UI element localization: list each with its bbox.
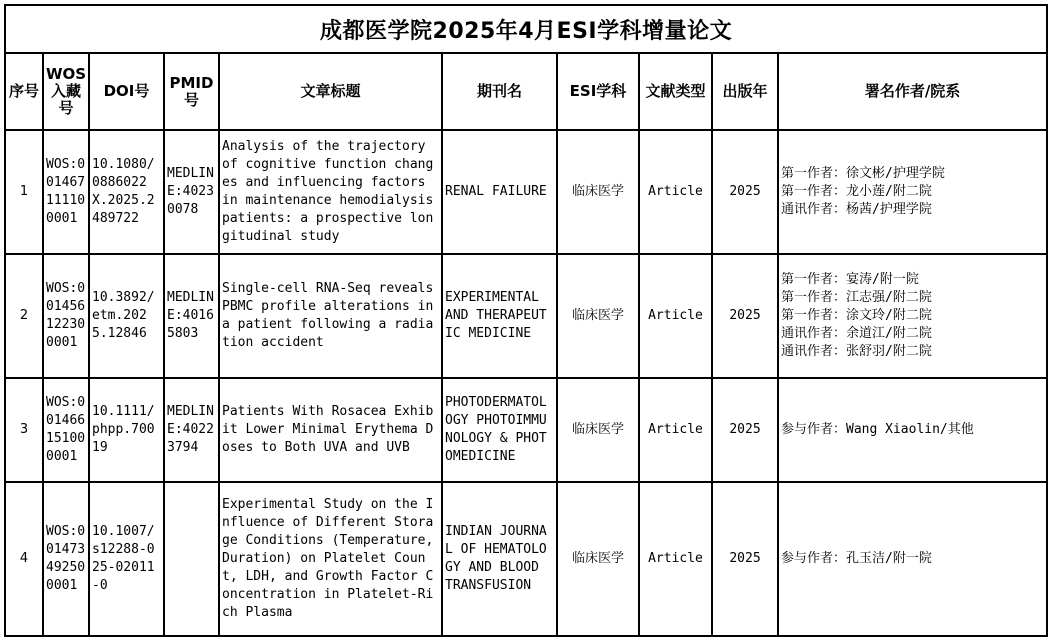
- cell-article-title: Patients With Rosacea Exhibit Lower Minimal Erythema Doses to Both UVA and UVB: [219, 378, 442, 482]
- cell-doi: 10.1007/s12288-025-02011-0: [89, 482, 164, 636]
- cell-pmid: MEDLINE:40230078: [164, 130, 219, 254]
- cell-seq: 1: [5, 130, 43, 254]
- header-doi: DOI号: [89, 53, 164, 130]
- cell-year: 2025: [712, 130, 778, 254]
- table-row: [5, 482, 1047, 636]
- cell-authors: [778, 482, 1047, 636]
- header-article-title: 文章标题: [219, 53, 442, 130]
- cell-article-title: Single‑cell RNA‑Seq reveals PBMC profile alterations in a patient following a radiation accident: [219, 254, 442, 378]
- cell-seq: 3: [5, 378, 43, 482]
- author-line: 第一作者：宴涛/附一院: [781, 272, 919, 287]
- cell-doi: 10.1111/phpp.70019: [89, 378, 164, 482]
- header-year: 出版年: [712, 53, 778, 130]
- author-line: 通讯作者：杨茜/护理学院: [781, 202, 932, 217]
- author-line: 通讯作者：张舒羽/附二院: [781, 344, 932, 359]
- cell-journal: PHOTODERMATOLOGY PHOTOIMMUNOLOGY & PHOTOMEDICINE: [442, 378, 557, 482]
- cell-wos: WOS:001466151000001: [43, 378, 89, 482]
- header-seq: 序号: [5, 53, 43, 130]
- cell-doi: 10.3892/etm.2025.12846: [89, 254, 164, 378]
- header-doc-type: 文献类型: [639, 53, 712, 130]
- author-line: 第一作者：涂文玲/附二院: [781, 308, 932, 323]
- cell-pmid: MEDLINE:40165803: [164, 254, 219, 378]
- cell-year: 2025: [712, 254, 778, 378]
- cell-seq: 4: [5, 482, 43, 636]
- cell-doc-type: Article: [639, 254, 712, 378]
- cell-doi: 10.1080/0886022X.2025.2489722: [89, 130, 164, 254]
- header-esi-subject: ESI学科: [557, 53, 639, 130]
- cell-esi-subject: 临床医学: [557, 378, 639, 482]
- cell-authors: [778, 130, 1047, 254]
- cell-esi-subject: 临床医学: [557, 254, 639, 378]
- cell-year: 2025: [712, 482, 778, 636]
- cell-journal: INDIAN JOURNAL OF HEMATOLOGY AND BLOOD TRANSFUSION: [442, 482, 557, 636]
- table-row: [5, 254, 1047, 378]
- cell-doc-type: Article: [639, 130, 712, 254]
- cell-esi-subject: 临床医学: [557, 482, 639, 636]
- table-row: [5, 378, 1047, 482]
- cell-doc-type: Article: [639, 378, 712, 482]
- header-wos: WOS入藏号: [43, 53, 89, 130]
- cell-journal: RENAL FAILURE: [442, 130, 557, 254]
- cell-pmid: MEDLINE:40223794: [164, 378, 219, 482]
- esi-paper-table: [4, 4, 1048, 637]
- cell-article-title: Experimental Study on the Influence of Different Storage Conditions (Temperature, Duration) on Platelet Count, LDH, and Growth Factor Concentration in Platelet-Rich Plasma: [219, 482, 442, 636]
- author-line: 第一作者：龙小莲/附二院: [781, 184, 932, 199]
- header-pmid: PMID号: [164, 53, 219, 130]
- header-row: [5, 53, 1047, 130]
- header-journal: 期刊名: [442, 53, 557, 130]
- cell-doc-type: Article: [639, 482, 712, 636]
- author-line: 参与作者：Wang Xiaolin/其他: [781, 422, 974, 437]
- cell-journal: EXPERIMENTAL AND THERAPEUTIC MEDICINE: [442, 254, 557, 378]
- cell-esi-subject: 临床医学: [557, 130, 639, 254]
- author-line: 参与作者：孔玉洁/附一院: [781, 551, 932, 566]
- cell-wos: WOS:001467111100001: [43, 130, 89, 254]
- table-title: 成都医学院2025年4月ESI学科增量论文: [5, 5, 1047, 53]
- cell-year: 2025: [712, 378, 778, 482]
- header-authors: 署名作者/院系: [778, 53, 1047, 130]
- author-line: 第一作者：江志强/附二院: [781, 290, 932, 305]
- cell-authors: [778, 378, 1047, 482]
- cell-seq: 2: [5, 254, 43, 378]
- author-line: 通讯作者：余道江/附二院: [781, 326, 932, 341]
- author-line: 第一作者：徐文彬/护理学院: [781, 166, 945, 181]
- table-row: [5, 130, 1047, 254]
- cell-wos: WOS:001473492500001: [43, 482, 89, 636]
- cell-wos: WOS:001456122300001: [43, 254, 89, 378]
- cell-pmid: [164, 482, 219, 636]
- cell-article-title: Analysis of the trajectory of cognitive function changes and influencing factors in maintenance hemodialysis patients: a prospective longitudinal study: [219, 130, 442, 254]
- cell-authors: [778, 254, 1047, 378]
